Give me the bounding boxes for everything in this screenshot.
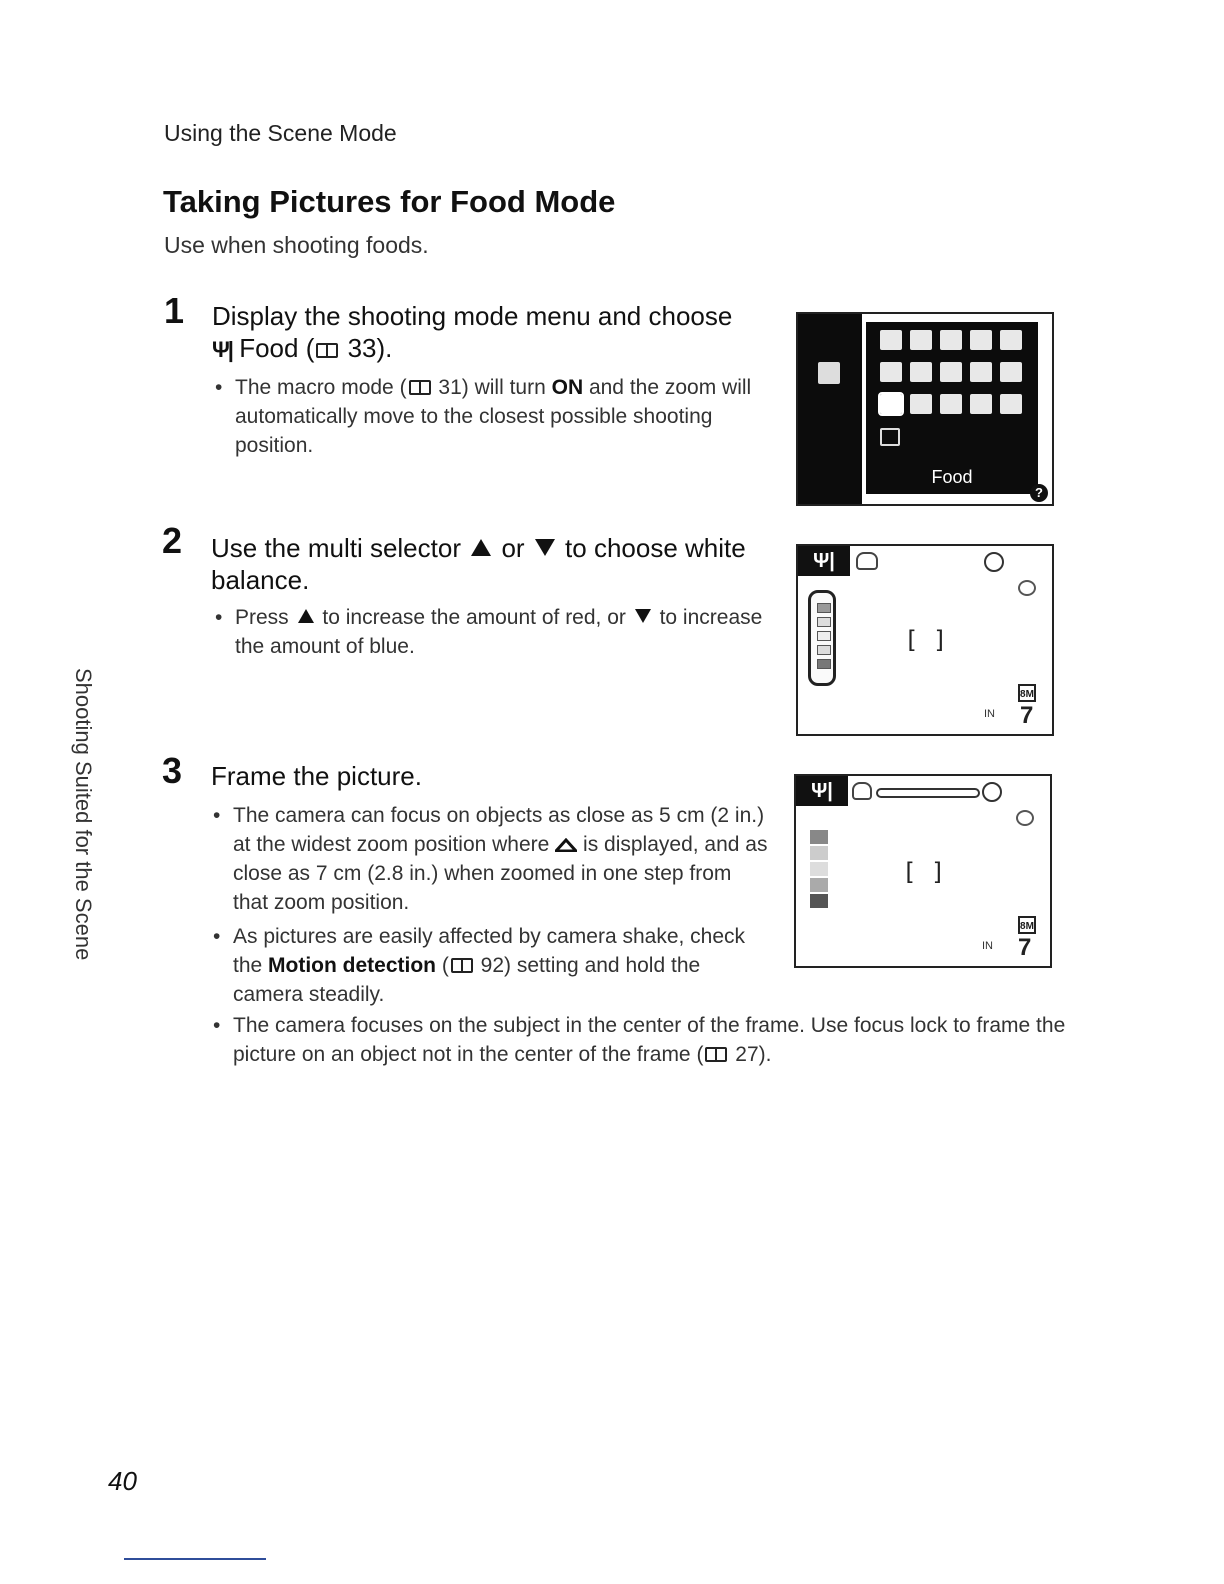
fireworks-icon xyxy=(940,394,962,414)
list-item xyxy=(211,922,771,1009)
zoom-indicator xyxy=(876,788,980,798)
bullet-text: is displayed, and as close as 7 cm (2.8 in.) when zoomed in one step from that zoom position. xyxy=(233,833,768,914)
step-number-1: 1 xyxy=(164,290,185,331)
close-range-zoom-icon xyxy=(555,838,577,852)
step-1-bullets xyxy=(213,373,773,465)
step-title-3: Frame the picture. xyxy=(211,761,422,791)
close-up-icon xyxy=(1000,362,1022,382)
party-icon xyxy=(1000,330,1022,350)
down-arrow-icon xyxy=(535,539,555,556)
bullet-text: Press xyxy=(235,606,289,629)
page-subtitle: Use when shooting foods. xyxy=(164,232,429,258)
side-tab-label: Shooting Suited for the Scene xyxy=(71,668,96,961)
list-item xyxy=(213,373,773,460)
step-title-2-rest: to choose white balance. xyxy=(211,533,746,595)
framing-screen xyxy=(794,774,1052,968)
scene-menu-screen xyxy=(796,312,1054,506)
food-icon[interactable] xyxy=(880,394,902,414)
food-mode-indicator: Ψ| xyxy=(798,546,850,576)
up-arrow-icon xyxy=(298,609,314,623)
beach-icon xyxy=(880,362,902,382)
wb-segment xyxy=(817,617,831,627)
step-title-2-text: Use the multi selector xyxy=(211,533,461,563)
white-balance-slider[interactable] xyxy=(808,590,836,686)
bullet-text: The macro mode ( xyxy=(235,376,407,399)
sports-icon xyxy=(940,330,962,350)
bullet-text: As pictures are easily affected by camera shake, check the xyxy=(233,925,746,977)
step-title-1 xyxy=(212,300,772,366)
bullet-text: ( xyxy=(436,954,449,977)
help-icon: ? xyxy=(1030,484,1048,502)
night-portrait-icon xyxy=(970,330,992,350)
wb-segment xyxy=(817,659,831,669)
focus-brackets: [ ] xyxy=(904,626,948,654)
scene-mode-icon xyxy=(818,362,840,384)
bullet-text: 27). xyxy=(729,1043,772,1066)
image-size-badge: 8M xyxy=(1018,684,1036,702)
page-title: Taking Pictures for Food Mode xyxy=(163,184,616,219)
dusk-icon xyxy=(940,362,962,382)
food-mode-indicator: Ψ| xyxy=(796,776,848,806)
white-balance-indicator xyxy=(810,830,828,910)
macro-icon xyxy=(852,782,872,800)
step-number-2: 2 xyxy=(162,520,183,561)
macro-icon xyxy=(856,552,878,570)
step-3-bullets-wide xyxy=(211,1011,1071,1074)
bullet-bold: Motion detection xyxy=(268,954,437,977)
selected-scene-label: Food xyxy=(931,467,973,487)
landscape-icon xyxy=(910,330,932,350)
remaining-exposures: 7 xyxy=(1020,702,1034,729)
focus-brackets: [ ] xyxy=(902,858,946,886)
step-3-bullets xyxy=(211,801,771,1014)
up-arrow-icon xyxy=(471,539,491,556)
motion-detection-icon xyxy=(1018,580,1036,596)
backlight-icon xyxy=(1000,394,1022,414)
vibration-reduction-icon xyxy=(982,782,1002,802)
list-item xyxy=(211,801,771,917)
white-balance-screen xyxy=(796,544,1054,736)
museum-icon xyxy=(910,394,932,414)
down-arrow-icon xyxy=(635,609,651,623)
book-reference-icon xyxy=(451,958,473,973)
list-item xyxy=(213,603,773,661)
menu-left-bar xyxy=(798,314,862,504)
wb-segment xyxy=(817,603,831,613)
wb-segment xyxy=(817,645,831,655)
page-number: 40 xyxy=(108,1466,137,1496)
step-title-1-text: Display the shooting mode menu and choose xyxy=(212,301,733,331)
panorama-icon xyxy=(880,428,900,446)
motion-detection-icon xyxy=(1016,810,1034,826)
internal-memory-icon: IN xyxy=(984,708,995,720)
portrait-icon xyxy=(880,330,902,350)
step-title-2-or: or xyxy=(501,533,525,563)
sunset-icon xyxy=(910,362,932,382)
step-title-2 xyxy=(211,532,771,596)
book-reference-icon xyxy=(409,380,431,395)
list-item xyxy=(211,1011,1071,1069)
scene-menu-panel xyxy=(866,322,1038,494)
bullet-text: 31) will turn xyxy=(432,376,552,399)
bullet-text: to increase the amount of blue. xyxy=(235,606,763,658)
step-2-bullets xyxy=(213,603,773,666)
wb-segment xyxy=(817,631,831,641)
remaining-exposures: 7 xyxy=(1018,934,1032,961)
step-title-1-food: Food ( xyxy=(239,333,315,363)
book-reference-icon xyxy=(316,343,338,358)
step-title-1-ref: 33). xyxy=(340,333,393,363)
bullet-text: and the zoom will automatically move to the closest possible shooting position. xyxy=(235,376,752,457)
step-number-3: 3 xyxy=(162,750,183,791)
vibration-reduction-icon xyxy=(984,552,1004,572)
food-icon: Ψ| xyxy=(212,337,232,362)
side-tab xyxy=(71,668,116,961)
bullet-text: to increase the amount of red, or xyxy=(322,606,626,629)
bullet-text: The camera focuses on the subject in the center of the frame. Use focus lock to frame the picture on an object not in the center of the frame ( xyxy=(233,1014,1066,1066)
section-header: Using the Scene Mode xyxy=(164,120,397,146)
bullet-text: The camera can focus on objects as close as 5 cm (2 in.) at the widest zoom position where xyxy=(233,804,765,856)
book-reference-icon xyxy=(705,1047,727,1062)
bullet-text: 92) setting and hold the camera steadily. xyxy=(233,954,701,1006)
footer-rule xyxy=(124,1558,266,1560)
copy-icon xyxy=(970,394,992,414)
night-landscape-icon xyxy=(970,362,992,382)
internal-memory-icon: IN xyxy=(982,940,993,952)
image-size-badge: 8M xyxy=(1018,916,1036,934)
bullet-bold: ON xyxy=(551,376,584,399)
